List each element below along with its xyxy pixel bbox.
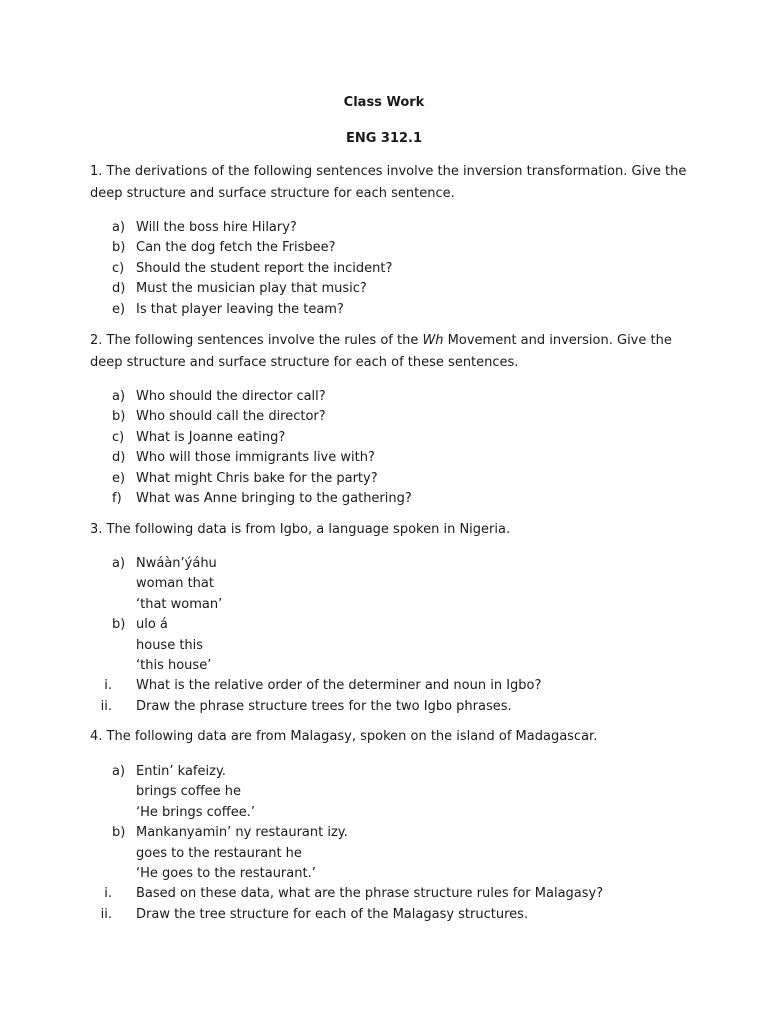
igbo-phrase: ulo á — [136, 617, 168, 633]
item-marker: b) — [112, 825, 126, 841]
item-text: Who should call the director? — [136, 409, 326, 425]
item-marker: e) — [112, 301, 126, 317]
gloss-text: goes to the restaurant he — [136, 845, 302, 861]
question-2-prompt-end: Movement and inversion. Give the deep structure and surface structure for each of these sentences. — [90, 333, 672, 370]
list-item — [90, 428, 690, 448]
translation-line — [90, 864, 690, 884]
question-2-list — [90, 387, 690, 509]
question-4-prompt: 4. The following data are from Malagasy, spoken on the island of Madagascar. — [90, 729, 598, 744]
list-item — [90, 279, 690, 299]
item-marker: d) — [112, 281, 126, 297]
item-text: Draw the tree structure for each of the Malagasy structures. — [136, 906, 529, 922]
translation-line — [90, 595, 690, 615]
sub-question — [90, 676, 690, 696]
item-text: What is Joanne eating? — [136, 429, 286, 445]
list-item — [90, 469, 690, 489]
list-item — [90, 823, 690, 843]
item-text: Will the boss hire Hilary? — [136, 220, 297, 235]
list-item — [90, 762, 690, 782]
question-2-prompt-emphasis: Wh — [422, 333, 444, 348]
list-item — [90, 387, 690, 407]
sub-question — [90, 884, 690, 904]
list-item — [90, 448, 690, 468]
translation-text: ‘that woman’ — [136, 596, 223, 612]
gloss-line — [90, 844, 690, 864]
item-marker: ii. — [100, 906, 112, 922]
question-2-prompt — [90, 330, 690, 374]
item-marker: a) — [112, 220, 126, 235]
list-item — [90, 259, 690, 279]
list-item — [90, 489, 690, 509]
gloss-text: woman that — [136, 576, 214, 592]
item-marker: a) — [112, 389, 126, 404]
question-3-list — [90, 554, 690, 717]
list-item — [90, 238, 690, 258]
item-marker: f) — [112, 490, 122, 506]
sub-question — [90, 905, 690, 925]
translation-text: ‘this house’ — [136, 657, 212, 673]
question-4-list — [90, 762, 690, 925]
item-text: Must the musician play that music? — [136, 281, 367, 297]
item-text: What was Anne bringing to the gathering? — [136, 490, 412, 506]
translation-line — [90, 656, 690, 676]
translation-line — [90, 803, 690, 823]
item-marker: b) — [112, 240, 126, 256]
list-item — [90, 554, 690, 574]
item-marker: b) — [112, 617, 126, 633]
item-text: Is that player leaving the team? — [136, 301, 344, 317]
item-text: What is the relative order of the determiner and noun in Igbo? — [136, 678, 542, 694]
item-marker: e) — [112, 470, 126, 486]
item-text: Draw the phrase structure trees for the two Igbo phrases. — [136, 698, 512, 714]
item-marker: i. — [104, 886, 112, 902]
question-3-prompt: 3. The following data is from Igbo, a language spoken in Nigeria. — [90, 522, 511, 537]
gloss-line — [90, 574, 690, 594]
question-1-list — [90, 218, 690, 320]
course-code: ENG 312.1 — [345, 131, 423, 146]
document-title: Class Work — [343, 95, 425, 110]
item-text: Based on these data, what are the phrase structure rules for Malagasy? — [136, 886, 604, 902]
item-marker: c) — [112, 429, 125, 445]
item-marker: a) — [112, 556, 126, 571]
translation-text: ‘He goes to the restaurant.’ — [136, 865, 316, 881]
item-text: Should the student report the incident? — [136, 260, 393, 276]
sub-question — [90, 697, 690, 717]
list-item — [90, 407, 690, 427]
malagasy-sentence: Mankanyamin’ ny restaurant izy. — [136, 825, 348, 841]
item-marker: b) — [112, 409, 126, 425]
gloss-line — [90, 782, 690, 802]
gloss-text: brings coffee he — [136, 784, 242, 800]
item-text: Who will those immigrants live with? — [136, 450, 375, 466]
malagasy-sentence: Entin’ kafeizy. — [136, 764, 226, 779]
item-text: Who should the director call? — [136, 389, 326, 404]
question-1-prompt: 1. The derivations of the following sentences involve the inversion transformation. Give the deep structure and surface structure for each sentence. — [90, 164, 687, 201]
item-marker: a) — [112, 764, 126, 779]
gloss-text: house this — [136, 637, 204, 653]
list-item — [90, 615, 690, 635]
igbo-phrase: Nwáàn’ýáhu — [136, 556, 217, 571]
item-marker: c) — [112, 260, 125, 276]
item-marker: d) — [112, 450, 126, 466]
item-marker: ii. — [100, 698, 112, 714]
gloss-line — [90, 636, 690, 656]
item-text: Can the dog fetch the Frisbee? — [136, 240, 336, 256]
translation-text: ‘He brings coffee.’ — [136, 804, 255, 820]
question-2-prompt-start: 2. The following sentences involve the rules of the — [90, 333, 423, 348]
item-marker: i. — [104, 678, 112, 694]
list-item — [90, 218, 690, 238]
list-item — [90, 300, 690, 320]
item-text: What might Chris bake for the party? — [136, 470, 378, 486]
